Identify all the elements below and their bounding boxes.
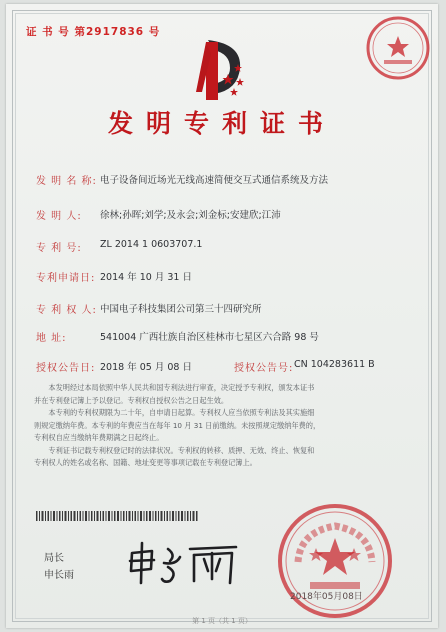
body-paragraph: 专利权人的姓名或名称、国籍、地址变更等事项记载在专利登记簿上。: [34, 458, 257, 467]
cnipa-logo-icon: [184, 34, 254, 104]
invention-name-value: 电子设备间近场光无线高速简便交互式通信系统及方法: [100, 175, 329, 186]
patentee-label: 专 利 权 人:: [36, 305, 97, 316]
body-paragraph: 则规定缴纳年费。本专利的年费应当在每年 10 月 31 日前缴纳。未按照规定缴纳年费的，: [34, 420, 321, 430]
address-label: 地 址:: [36, 333, 67, 344]
patent-number-label: 专 利 号:: [36, 243, 82, 254]
signer-name: 申长雨: [44, 570, 74, 581]
certificate-body-text: [34, 382, 414, 470]
patentee-value: 中国电子科技集团公司第三十四研究所: [100, 304, 262, 315]
inventor-value: 徐林;孙晖;刘学;及永会;刘金标;安建欣;江沛: [100, 210, 281, 221]
announce-date-label: 授权公告日:: [36, 363, 96, 374]
certificate-number: 证 书 号 第2917836 号: [26, 26, 161, 38]
certificate-title: 发明专利证书: [107, 109, 336, 138]
body-paragraph: 专利证书记载专利权登记时的法律状况。专利权的转移、质押、无效、终止、恢复和: [48, 445, 315, 455]
seal-date: 2018年05月08日: [290, 592, 363, 602]
inventor-label: 发 明 人:: [36, 211, 82, 222]
filing-date-label: 专利申请日:: [36, 273, 96, 284]
body-paragraph: 专利权自应当缴纳年费期满之日起终止。: [34, 433, 164, 442]
address-value: 541004 广西壮族自治区桂林市七星区六合路 98 号: [100, 332, 319, 343]
announce-number-value: CN 104283611 B: [294, 359, 375, 370]
official-seal-icon: [362, 12, 434, 84]
announce-number-label: 授权公告号:: [234, 363, 294, 374]
body-paragraph: 本发明经过本局依照中华人民共和国专利法进行审查，决定授予专利权，颁发本证书: [48, 383, 315, 392]
page-number: 第 1 页（共 1 页）: [192, 617, 252, 625]
official-seal-icon: [276, 502, 394, 620]
barcode-icon: [36, 511, 198, 521]
signature-icon: [124, 539, 246, 587]
certificate-sheet: [6, 4, 438, 628]
body-paragraph: 并在专利登记簿上予以登记。专利权自授权公告之日起生效。: [34, 395, 229, 405]
signer-title: 局长: [44, 553, 64, 564]
filing-date-value: 2014 年 10 月 31 日: [100, 272, 192, 283]
invention-name-label: 发 明 名 称:: [36, 176, 97, 187]
patent-number-value: ZL 2014 1 0603707.1: [100, 239, 203, 250]
body-paragraph: 本专利的专利权期限为二十年，自申请日起算。专利权人应当依照专利法及其实施细: [48, 408, 315, 417]
announce-date-value: 2018 年 05 月 08 日: [100, 362, 192, 373]
